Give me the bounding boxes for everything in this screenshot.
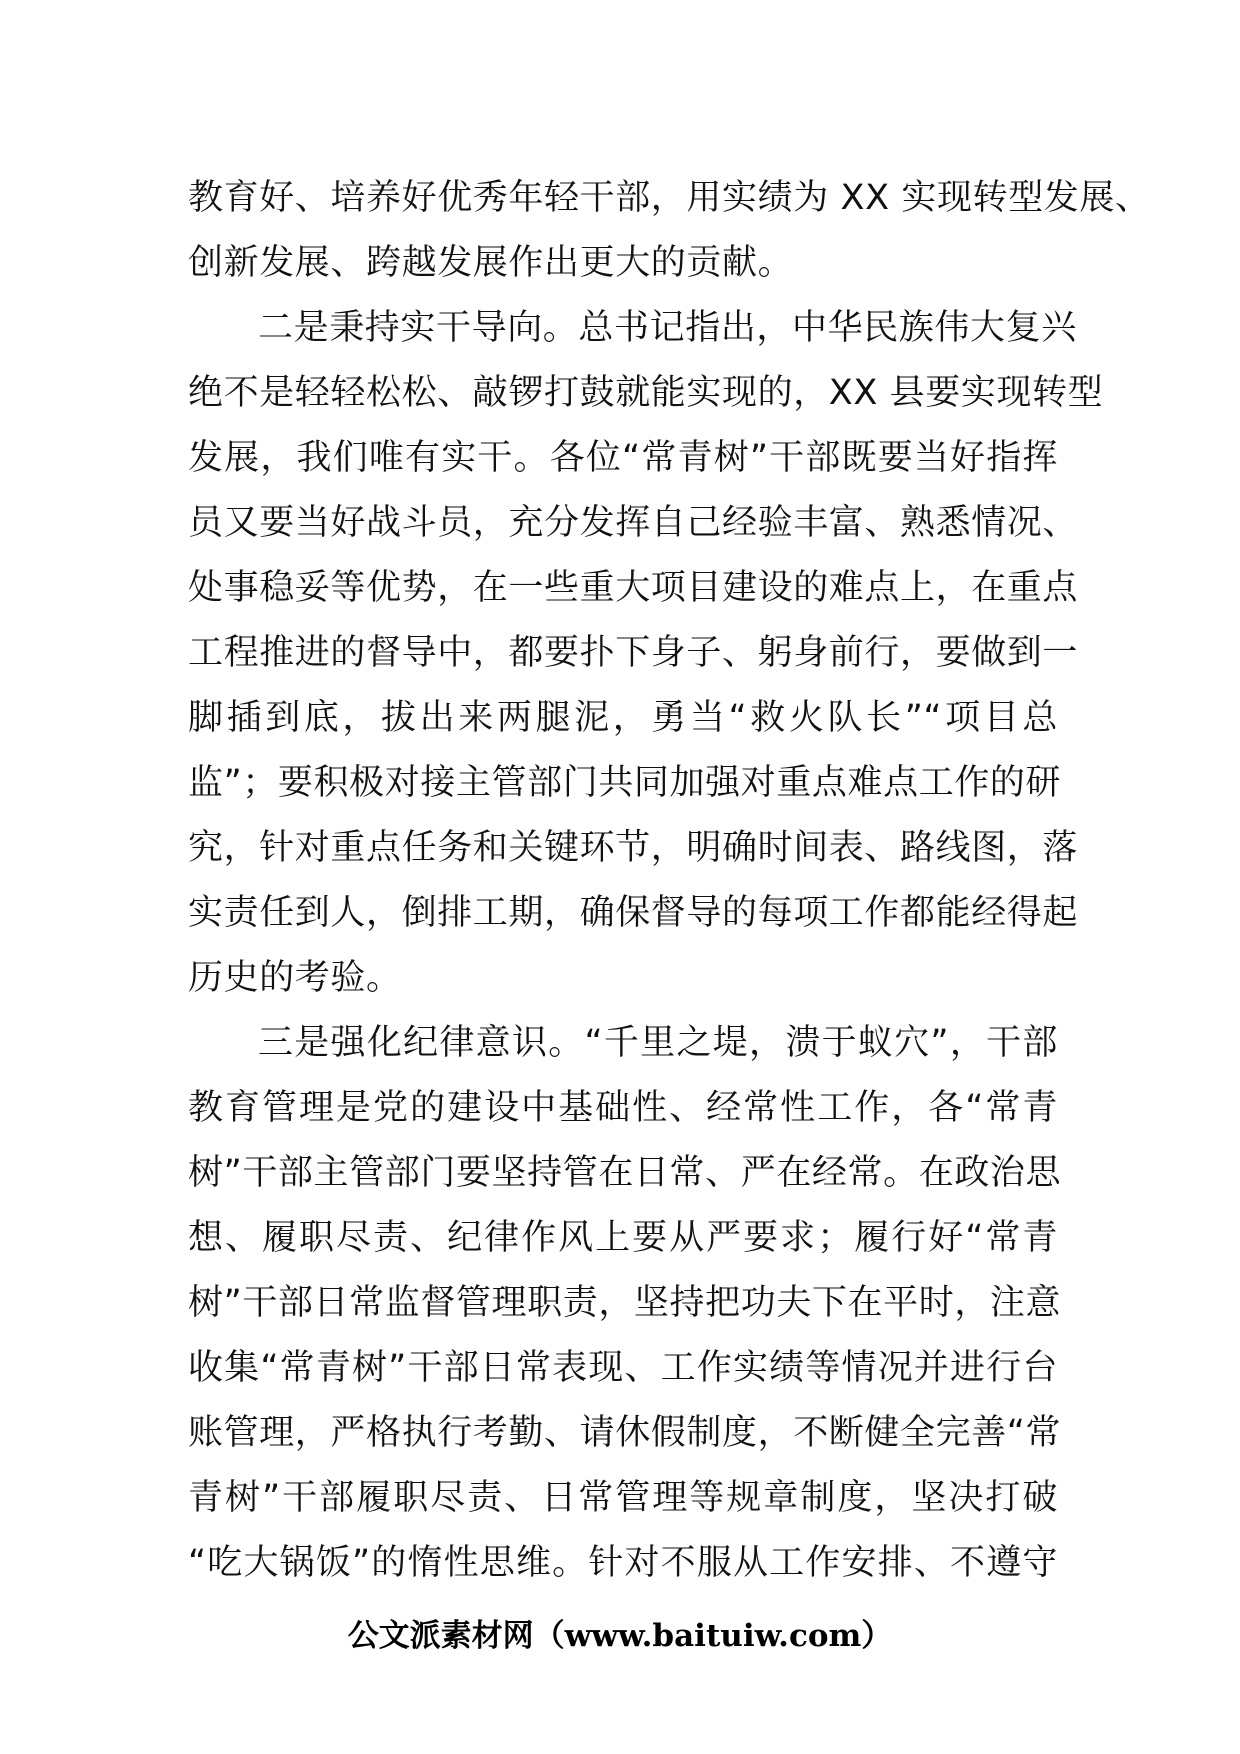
paragraph-start-line: 三是强化纪律意识。“千里之堤，溃于蚁穴”，干部 <box>258 1023 1058 1063</box>
text-line: 青树”干部履职尽责、日常管理等规章制度，坚决打破 <box>188 1478 1058 1518</box>
text-line: 处事稳妥等优势，在一些重大项目建设的难点上，在重点 <box>188 568 1079 608</box>
text-line: 脚插到底，拔出来两腿泥，勇当“救火队长”“项目总 <box>188 698 1058 738</box>
text-line: 实责任到人，倒排工期，确保督导的每项工作都能经得起 <box>188 893 1079 933</box>
text-line: 教育好、培养好优秀年轻干部，用实绩为 XX 实现转型发展、 <box>188 178 1151 218</box>
text-line: 发展，我们唯有实干。各位“常青树”干部既要当好指挥 <box>188 438 1058 478</box>
document-body <box>188 166 1151 1596</box>
footer-source: 公文派素材网（www.baituiw.com） <box>347 1618 893 1654</box>
text-line: 树”干部日常监督管理职责，坚持把功夫下在平时，注意 <box>188 1283 1062 1323</box>
text-line: 员又要当好战斗员，充分发挥自己经验丰富、熟悉情况、 <box>188 503 1079 543</box>
text-line: 绝不是轻轻松松、敲锣打鼓就能实现的，XX 县要实现转型 <box>188 373 1104 413</box>
text-line: 树”干部主管部门要坚持管在日常、严在经常。在政治思 <box>188 1153 1062 1193</box>
text-line: 创新发展、跨越发展作出更大的贡献。 <box>188 243 794 283</box>
text-line: 想、履职尽责、纪律作风上要从严要求；履行好“常青 <box>188 1218 1058 1258</box>
paragraph-start-line: 二是秉持实干导向。总书记指出，中华民族伟大复兴 <box>258 308 1077 348</box>
text-line: “吃大锅饭”的惰性思维。针对不服从工作安排、不遵守 <box>188 1543 1058 1583</box>
text-line: 账管理，严格执行考勤、请休假制度，不断健全完善“常 <box>188 1413 1062 1453</box>
text-line: 究，针对重点任务和关键环节，明确时间表、路线图，落 <box>188 828 1079 868</box>
text-line: 收集“常青树”干部日常表现、工作实绩等情况并进行台 <box>188 1348 1058 1388</box>
text-line: 监”；要积极对接主管部门共同加强对重点难点工作的研 <box>188 763 1062 803</box>
text-line: 工程推进的督导中，都要扑下身子、躬身前行，要做到一 <box>188 633 1079 673</box>
text-line: 教育管理是党的建设中基础性、经常性工作，各“常青 <box>188 1088 1058 1128</box>
text-line: 历史的考验。 <box>188 958 402 998</box>
